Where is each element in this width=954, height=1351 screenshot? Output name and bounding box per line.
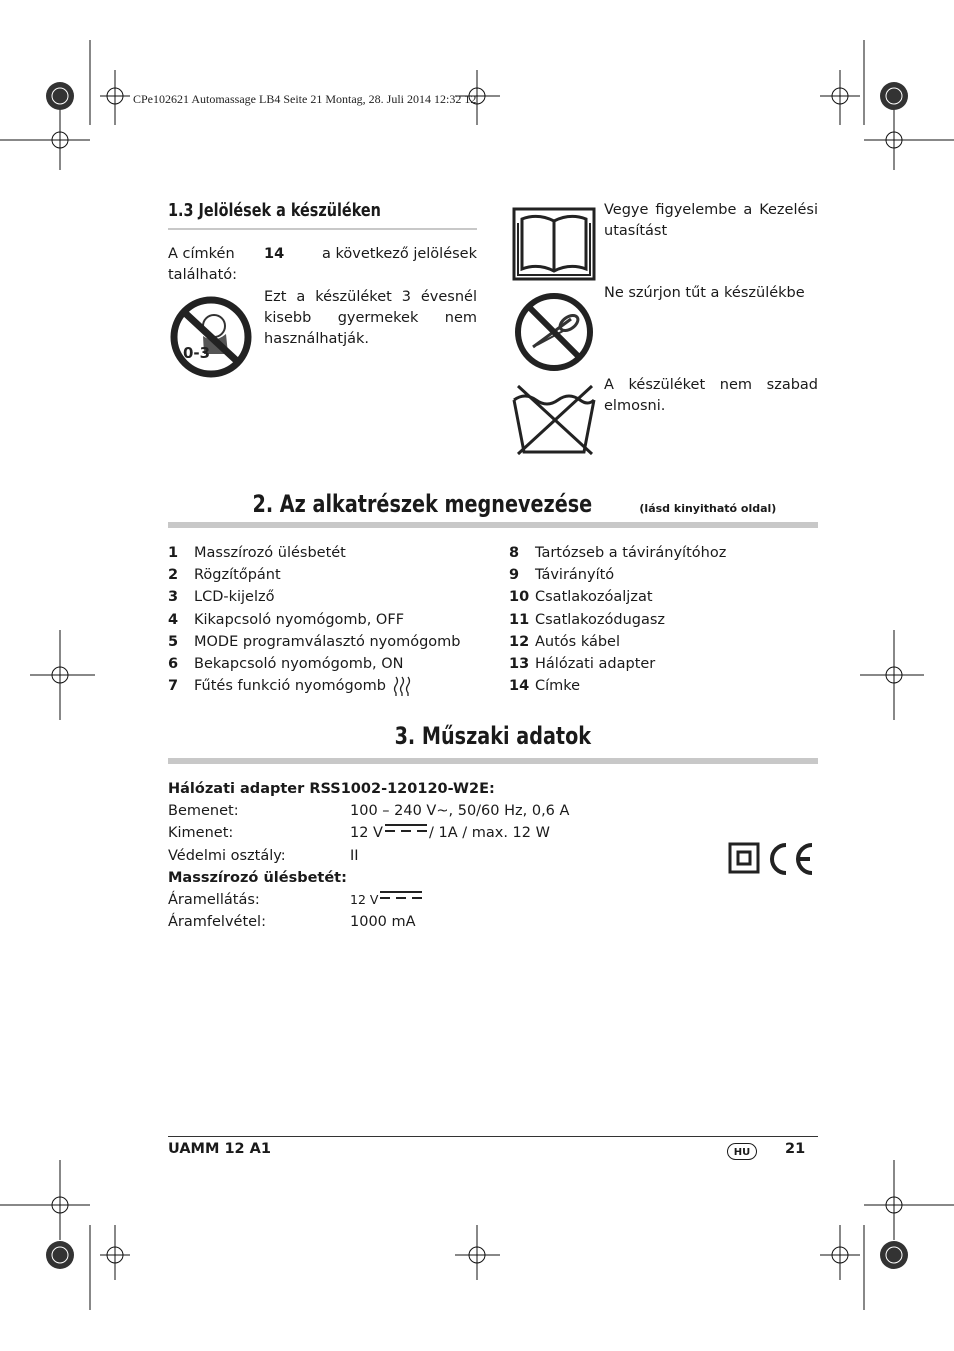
dc-symbol-icon [385, 822, 427, 834]
no-needle-text: Ne szúrjon tűt a készülékbe [604, 285, 805, 301]
footer-model: UAMM 12 A1 [168, 1141, 271, 1157]
list-item: 7 Fűtés funkció nyomógomb [168, 675, 498, 697]
section-3-title: 3. Műszaki adatok [394, 722, 592, 750]
section-2-note: (lásd kinyitható oldal) [639, 502, 777, 515]
tech-specs [168, 778, 569, 933]
list-item: 8 Tartózseb a távirányítóhoz [509, 545, 727, 561]
spec-row: Védelmi osztály: II [168, 847, 359, 864]
label-intro: A címkén található: [168, 246, 238, 283]
list-item: 9 Távirányító [509, 567, 615, 584]
list-item: 4 Kikapcsoló nyomógomb, OFF [168, 611, 405, 628]
spec-row: Bemenet: 100 – 240 V~, 50/60 Hz, 0,6 A [168, 803, 570, 820]
spec-row: Kimenet: 12 V / 1A / max. 12 W [168, 822, 569, 844]
dc-symbol-icon [380, 889, 422, 901]
section-2-rule [168, 522, 818, 528]
label-intro-right [264, 244, 477, 265]
ce-mark-icon [766, 842, 816, 876]
label-intro-text: a következő jelölések [322, 246, 477, 262]
seat-title: Masszírozó ülésbetét: [168, 869, 347, 886]
child-warning-text: Ezt a készüléket 3 évesnél kisebb gyermekek nem használhatják. [264, 289, 477, 347]
class-ii-icon [728, 842, 760, 874]
no-children-under-3-icon [170, 296, 252, 378]
section-1-3-heading: 1.3 Jelölések a készüléken [168, 200, 381, 221]
read-manual-text: Vegye figyelembe a Kezelési utasítást [604, 202, 818, 239]
heat-icon [393, 675, 413, 697]
spec-row: Áramellátás: 12 V [168, 889, 569, 911]
list-item: 13 Hálózati adapter [509, 656, 656, 673]
page-number: 21 [785, 1141, 806, 1157]
spec-row: Áramfelvétel: 1000 mA [168, 914, 416, 931]
section-3-heading [168, 722, 818, 750]
section-2-title: 2. Az alkatrészek megnevezése [252, 490, 592, 518]
list-item: 14 Címke [509, 678, 581, 695]
child-icon-text: 0-3 [183, 344, 211, 362]
list-item: 5 MODE programválasztó nyomógomb [168, 633, 461, 650]
list-item: 11 Csatlakozódugasz [509, 611, 666, 628]
list-item: 10 Csatlakozóaljzat [509, 589, 653, 606]
list-item: 6 Bekapcsoló nyomógomb, ON [168, 656, 404, 673]
footer-rule [168, 1136, 818, 1137]
parts-list-right [509, 542, 819, 697]
print-header: CPe102621 Automassage LB4 Seite 21 Montag, 28. Juli 2014 12:32 12 [133, 92, 477, 106]
parts-list-left [168, 542, 498, 697]
no-needle-icon [513, 291, 595, 373]
list-item: 12 Autós kábel [509, 633, 621, 650]
label-number: 14 [264, 246, 285, 262]
language-badge: HU [727, 1143, 757, 1160]
do-not-wash-text: A készüléket nem szabad elmosni. [604, 377, 818, 414]
list-item: 2 Rögzítőpánt [168, 567, 281, 584]
section-3-rule [168, 758, 818, 764]
list-item: 1 Masszírozó ülésbetét [168, 545, 346, 561]
list-item: 3 LCD-kijelző [168, 589, 275, 606]
adapter-title: Hálózati adapter RSS1002-120120-W2E: [168, 781, 495, 797]
section-2-heading [168, 490, 818, 518]
do-not-wash-icon [510, 380, 598, 456]
heading-rule [168, 228, 477, 230]
read-manual-icon [512, 207, 596, 281]
